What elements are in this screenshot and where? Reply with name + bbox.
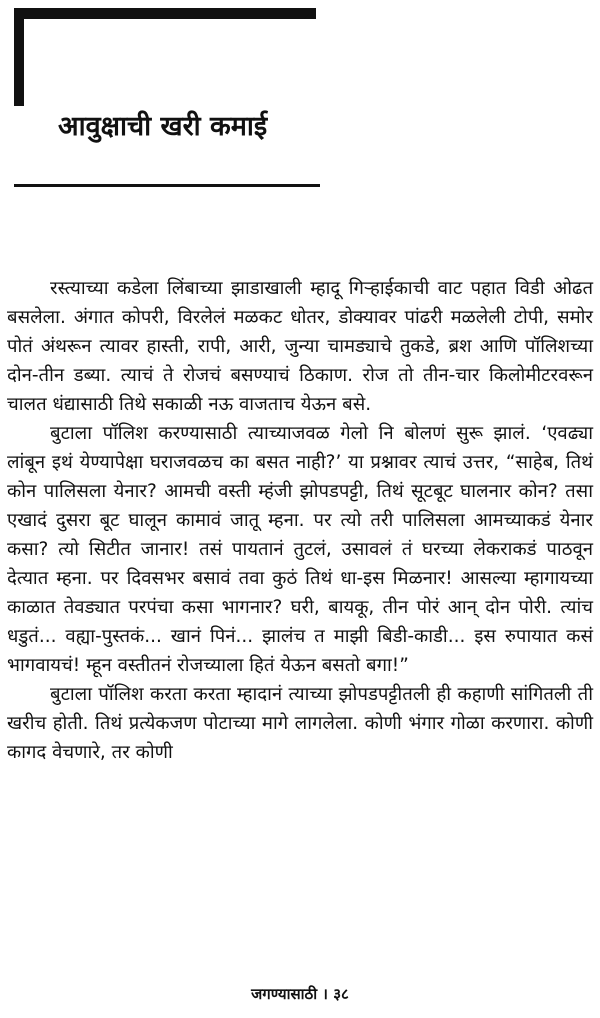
corner-ornament-vertical: [14, 8, 24, 106]
paragraph-2: बुटाला पॉलिश करण्यासाठी त्याच्याजवळ गेलो नि बोलणं सुरू झालं. ‘एवढ्या लांबून इथं येण्यापेक्षा घराजवळच का बसत नाही?’ या प्रश्नावर त्याचं उत्तर, “साहेब, तिथं कोन पालिसला येनार? आमची वस्ती म्हंजी झोपडपट्टी, तिथं सूटबूट घालनार कोन? तसा एखादं दुसरा बूट घालून कामावं जातू म्हना. पर त्यो तरी पालिसला आमच्याकडं येनार कसा? त्यो सिटीत जानार! तसं पायतानं तुटलं, उसावलं तं घरच्या लेकराकडं पाठवून देत्यात म्हना. पर दिवसभर बसावं तवा कुठं तिथं धा-इस मिळनार! आसल्या म्हागायच्या काळात तेवड्यात परपंचा कसा भागनार? घरी, बायकू, तीन पोरं आन् दोन पोरी. त्यांच धडुतं... वह्या-पुस्तकं... खानं पिनं... झालंच त माझी बिडी-काडी... इस रुपायात कसं भागवायचं! म्हून वस्तीतनं रोजच्याला हितं येऊन बसतो बगा!”: [7, 423, 593, 676]
chapter-title: आवुक्षाची खरी कमाई: [58, 111, 268, 142]
paragraph-1: रस्त्याच्या कडेला लिंबाच्या झाडाखाली म्हादू गिऱ्हाईकाची वाट पहात विडी ओढत बसलेला. अंगात कोपरी, विरलेलं मळकट धोतर, डोक्यावर पांढरी मळलेली टोपी, समोर पोतं अंथरून त्यावर हास्ती, रापी, आरी, जुन्या चामड्याचे तुकडे, ब्रश आणि पॉलिशच्या दोन-तीन डब्या. त्याचं ते रोजचं बसण्याचं ठिकाण. रोज तो तीन-चार किलोमीटरवरून चालत धंद्यासाठी तिथे सकाळी नऊ वाजताच येऊन बसे.: [7, 278, 593, 415]
title-underline-rule: [14, 184, 320, 187]
corner-ornament-notch: [304, 8, 316, 19]
corner-ornament-horizontal: [14, 8, 316, 19]
body-text: [7, 274, 593, 767]
paragraph-3: बुटाला पॉलिश करता करता म्हादानं त्याच्या झोपडपट्टीतली ही कहाणी सांगितली ती खरीच होती. तिथं प्रत्येकजण पोटाच्या मागे लागलेला. कोणी भंगार गोळा करणारा. कोणी कागद वेचणारे, तर कोणी: [7, 684, 593, 763]
page-footer: जगण्यासाठी । ३८: [251, 985, 349, 1003]
